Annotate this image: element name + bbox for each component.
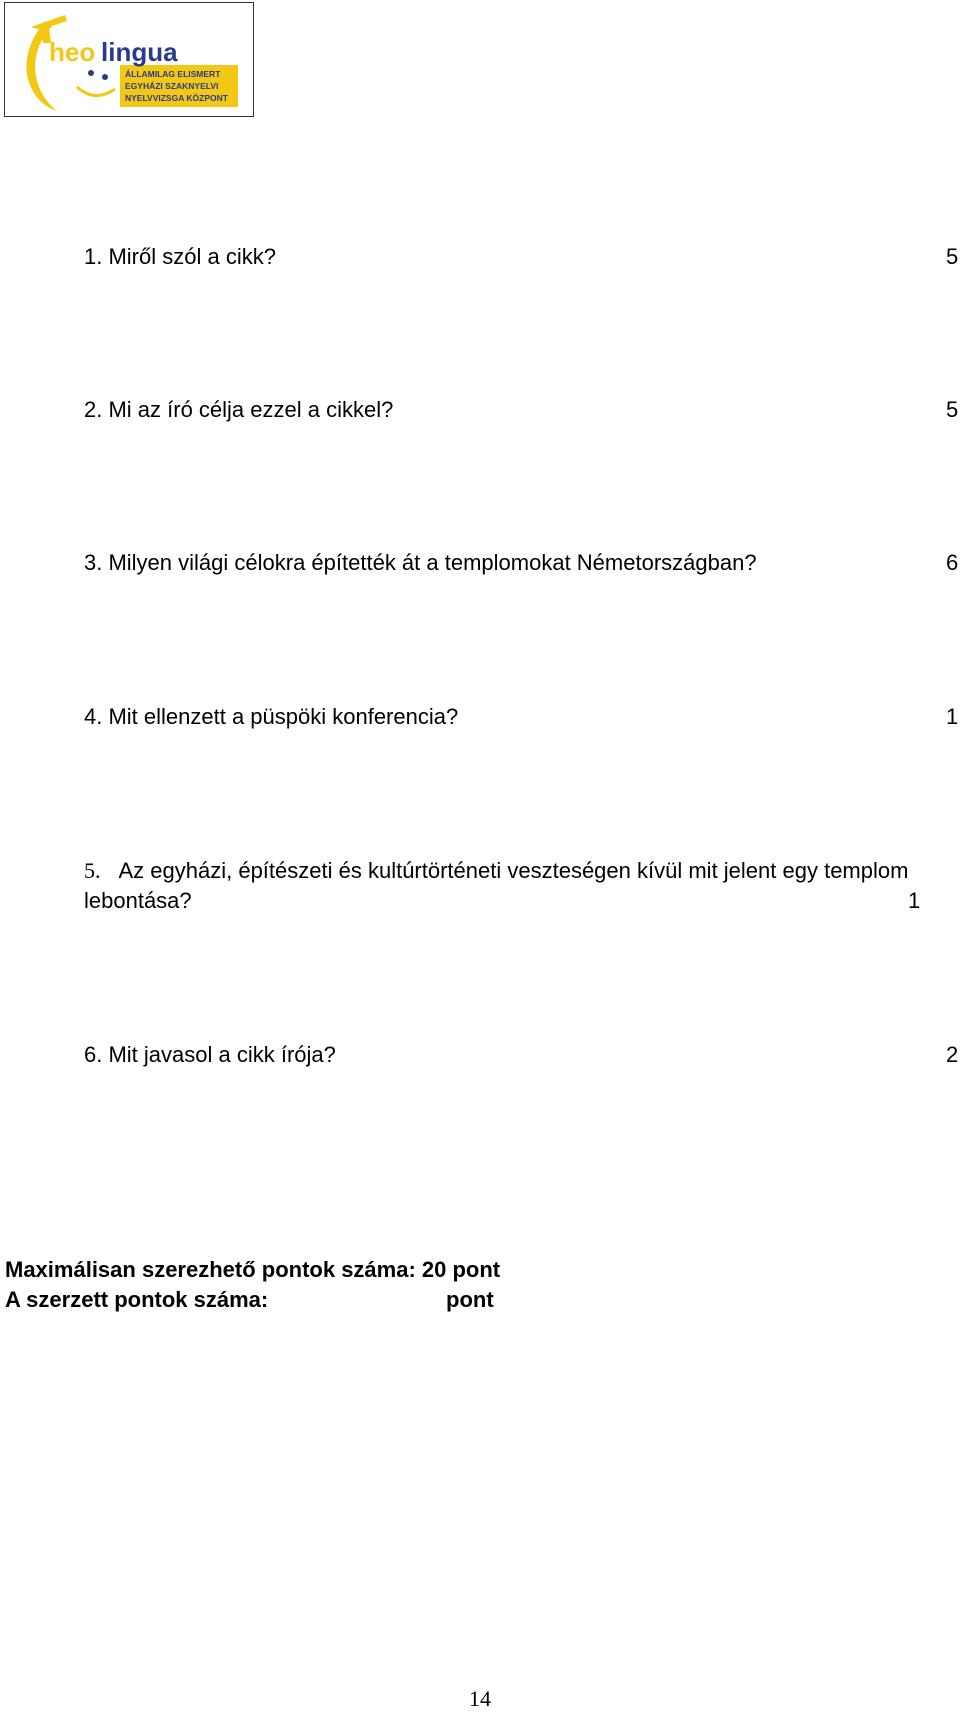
question-4: 4. Mit ellenzett a püspöki konferencia? bbox=[84, 704, 459, 729]
question-4-points: 1 bbox=[946, 704, 959, 729]
question-5-line-2: lebontása? bbox=[84, 888, 192, 913]
question-1: 1. Miről szól a cikk? bbox=[84, 244, 276, 269]
question-6: 6. Mit javasol a cikk írója? bbox=[84, 1042, 336, 1067]
subtitle-line-3: NYELVVIZSGA KÖZPONT bbox=[125, 93, 228, 103]
max-points-line: Maximálisan szerezhető pontok száma: 20 pont bbox=[5, 1257, 501, 1282]
question-3: 3. Milyen világi célokra építették át a templomokat Németországban? bbox=[84, 550, 757, 575]
brand-second: lingua bbox=[101, 37, 178, 67]
question-5-text: Az egyházi, építészeti és kultúrtörténeti veszteségen kívül mit jelent egy templom bbox=[118, 858, 909, 883]
earned-points-label: A szerzett pontok száma: bbox=[5, 1287, 269, 1312]
theolingua-logo bbox=[4, 2, 254, 117]
smile-curve bbox=[77, 87, 115, 96]
question-3-points: 6 bbox=[946, 550, 959, 575]
question-2: 2. Mi az író célja ezzel a cikkel? bbox=[84, 397, 394, 422]
smile-dot bbox=[102, 74, 108, 80]
brand-first: heo bbox=[49, 37, 96, 67]
question-6-points: 2 bbox=[946, 1042, 959, 1067]
question-2-points: 5 bbox=[946, 397, 959, 422]
page-number: 14 bbox=[469, 1686, 491, 1711]
question-5-points: 1 bbox=[908, 888, 921, 913]
subtitle-line-2: EGYHÁZI SZAKNYELVI bbox=[125, 81, 219, 91]
logo-graphic bbox=[5, 3, 255, 118]
question-1-points: 5 bbox=[946, 244, 959, 269]
earned-points-unit: pont bbox=[446, 1287, 494, 1312]
question-5-line-1 bbox=[84, 858, 908, 884]
smile-dot bbox=[88, 70, 94, 76]
subtitle-line-1: ÁLLAMILAG ELISMERT bbox=[125, 69, 221, 79]
question-5-number: 5. bbox=[84, 858, 101, 883]
